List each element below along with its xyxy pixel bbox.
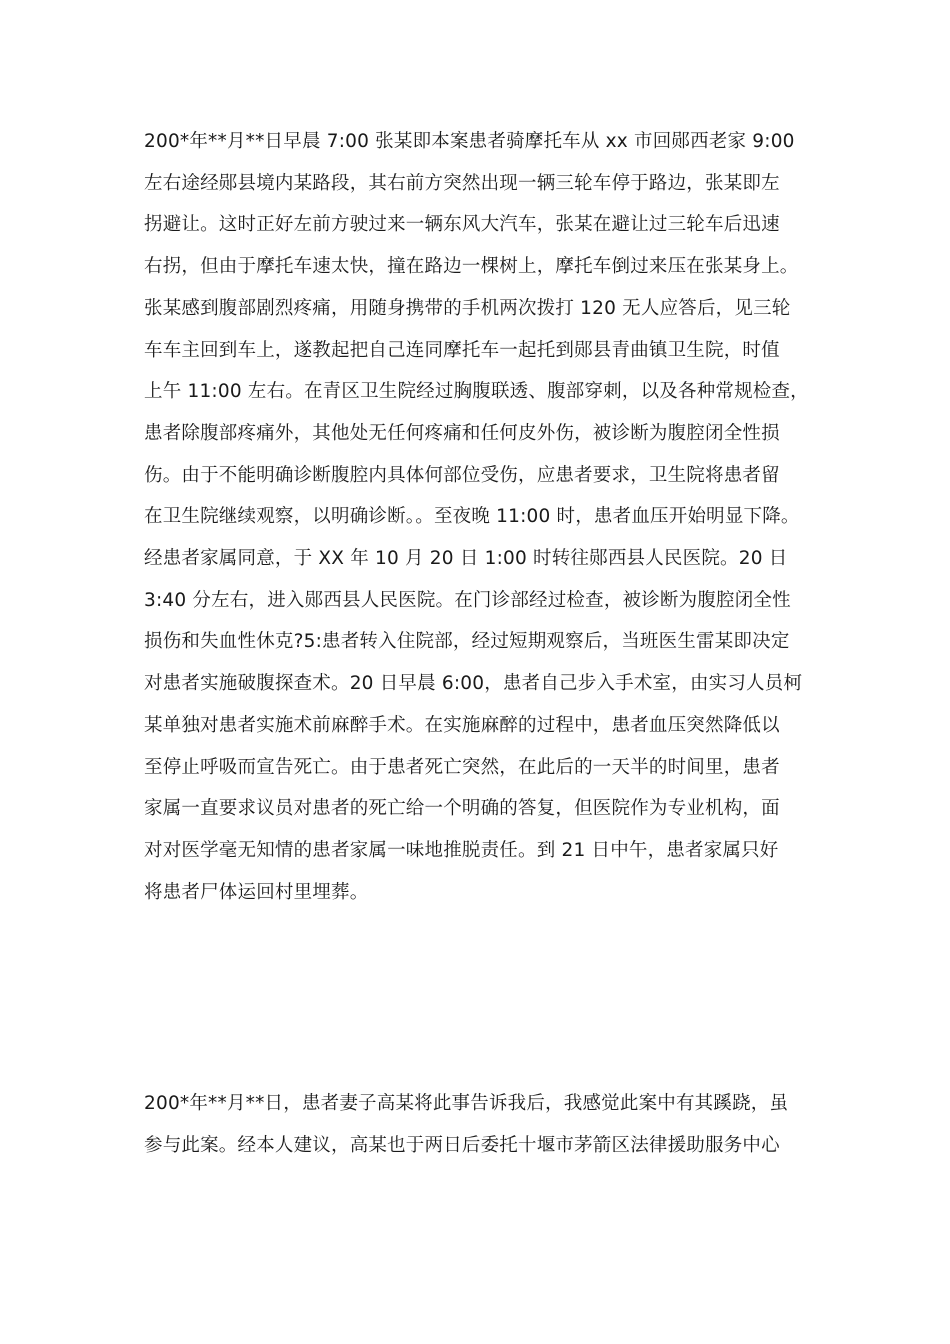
text-line: 拐避让。这时正好左前方驶过来一辆东风大汽车，张某在避让过三轮车后迅速 xyxy=(144,214,780,236)
text-line: 损伤和失血性休克?5:患者转入住院部，经过短期观察后，当班医生雷某即决定 xyxy=(144,631,790,653)
text-line: 对患者实施破腹探查术。20 日早晨 6:00，患者自己步入手术室，由实习人员柯 xyxy=(144,673,803,695)
text-line: 200*年**月**日，患者妻子高某将此事告诉我后，我感觉此案中有其蹊跷，虽 xyxy=(144,1093,789,1114)
text-line: 对对医学毫无知情的患者家属一味地推脱责任。到 21 日中午，患者家属只好 xyxy=(144,839,779,861)
text-line: 左右途经郧县境内某路段，其右前方突然出现一辆三轮车停于路边，张某即左 xyxy=(144,172,780,194)
text-line: 车车主回到车上，遂教起把自己连同摩托车一起托到郧县青曲镇卫生院，时值 xyxy=(144,339,780,361)
text-line: 200*年**月**日早晨 7:00 张某即本案患者骑摩托车从 xx 市回郧西老家 9:00 xyxy=(144,131,795,152)
text-line: 经患者家属同意，于 XX 年 10 月 20 日 1:00 时转往郧西县人民医院。20 日 xyxy=(144,548,788,569)
text-line: 家属一直要求议员对患者的死亡给一个明确的答复，但医院作为专业机构，面 xyxy=(144,798,780,820)
text-line: 在卫生院继续观察，以明确诊断。。至夜晚 11:00 时，患者血压开始明显下降。 xyxy=(144,506,800,528)
text-line: 某单独对患者实施术前麻醉手术。在实施麻醉的过程中，患者血压突然降低以 xyxy=(144,714,780,736)
text-line: 患者除腹部疼痛外，其他处无任何疼痛和任何皮外伤，被诊断为腹腔闭全性损 xyxy=(144,422,780,444)
text-line: 伤。由于不能明确诊断腹腔内具体何部位受伤，应患者要求，卫生院将患者留 xyxy=(144,464,780,486)
text-line: 上午 11:00 左右。在青区卫生院经过胸腹联透、腹部穿刺，以及各种常规检查， xyxy=(144,381,809,403)
text-line: 至停止呼吸而宣告死亡。由于患者死亡突然，在此后的一天半的时间里，患者 xyxy=(144,756,780,778)
text-line: 将患者尸体运回村里埋葬。 xyxy=(144,881,369,903)
text-line: 张某感到腹部剧烈疼痛，用随身携带的手机两次拨打 120 无人应答后，见三轮 xyxy=(144,297,791,319)
text-line: 3:40 分左右，进入郧西县人民医院。在门诊部经过检查，被诊断为腹腔闭全性 xyxy=(144,589,791,611)
text-line: 参与此案。经本人建议，高某也于两日后委托十堰市茅箭区法律援助服务中心 xyxy=(144,1134,780,1156)
text-line: 右拐，但由于摩托车速太快，撞在路边一棵树上，摩托车倒过来压在张某身上。 xyxy=(144,256,799,278)
